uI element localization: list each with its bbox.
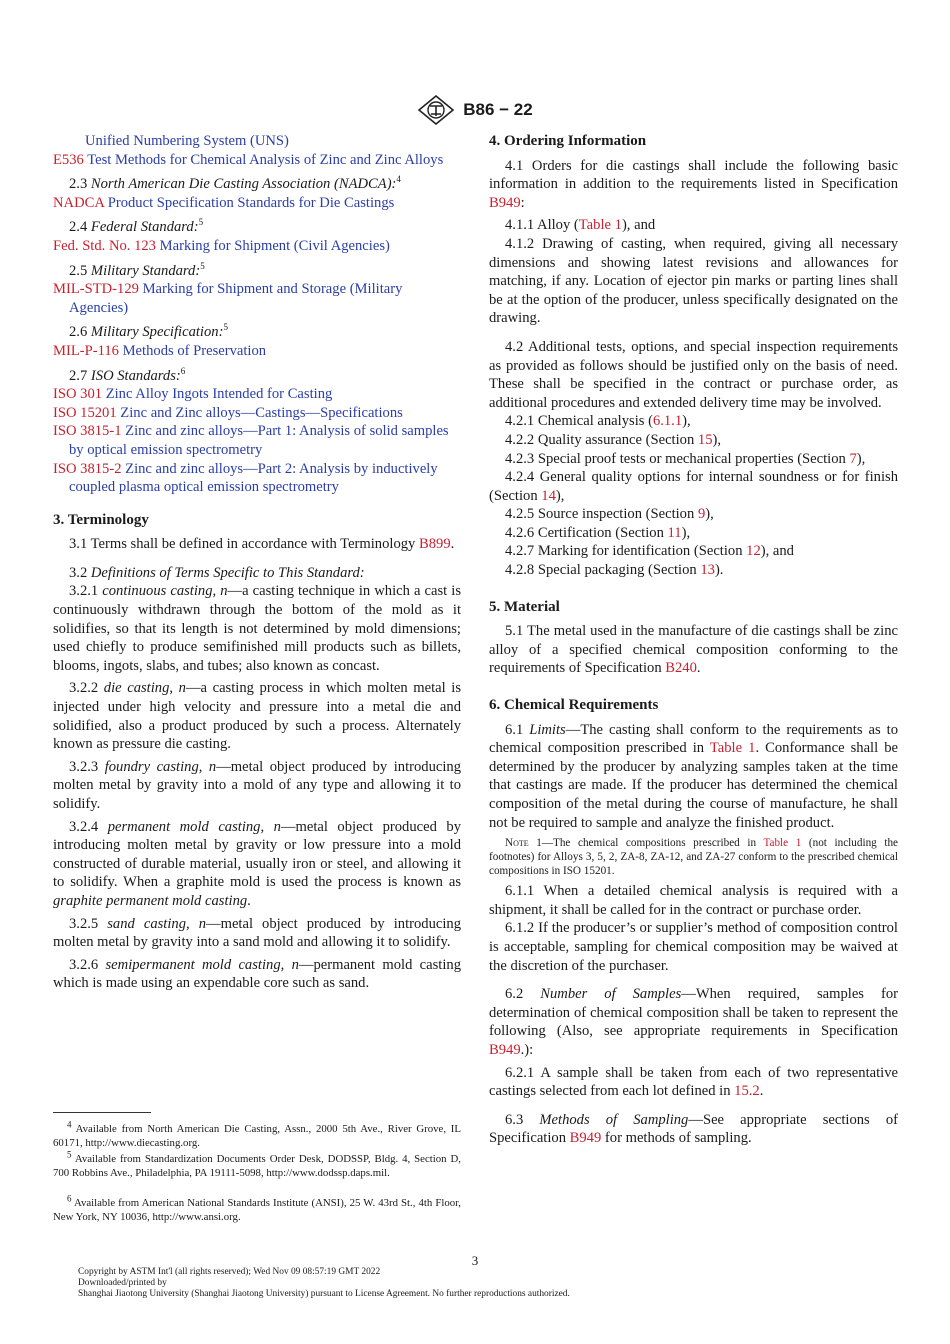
section-2-7: 2.7 ISO Standards:$^6$ [69, 365, 186, 384]
section-heading-chemical: 6. Chemical Requirements [489, 697, 659, 714]
paragraph-4-2: 4.2 Additional tests, options, and special inspection requirements as provided as follows should be justified only on the basis of need. These shall be specified in the contract or purchase order, as additional procedures and extended delivery time may be involved. [489, 338, 898, 411]
paragraph-3-2: 3.2 Definitions of Terms Specific to This Standard: [69, 564, 365, 581]
section-2-3: 2.3 North American Die Casting Association (NADCA):$^4$ [69, 174, 401, 193]
paragraph-6-1-1: 6.1.1 When a detailed chemical analysis is required with a shipment, it shall be called for in the contract or purchase order. [489, 883, 898, 918]
definition-3-2-2: 3.2.2 die casting, n—a casting process in which molten metal is injected under high velocity and pressure into a metal die and solidified, also a product produced by such a process. Alternately known as pressure die casting. [53, 680, 461, 753]
list-item: 4.2.6 Certification (Section 11), [505, 524, 691, 541]
definition-3-2-4: 3.2.4 permanent mold casting, n—metal object produced by introducing molten metal by gravity or low pressure into a mold constructed of durable material, usually iron or steel, and allowing it to solidify. When a graphite mold is used the process is known as graphite permanent mold casting. [53, 818, 461, 909]
section-heading-material: 5. Material [489, 598, 560, 615]
paragraph-6-1-2: 6.1.2 If the producer’s or supplier’s method of composition control is acceptable, sampling for chemical composition may be waived at the discretion of the purchaser. [489, 920, 898, 974]
paragraph-6-3: 6.3 Methods of Sampling—See appropriate sections of Specification B949 for methods of sampling. [489, 1111, 899, 1147]
astm-logo-icon [417, 95, 455, 125]
list-item: 4.2.3 Special proof tests or mechanical properties (Section 7), [505, 450, 866, 467]
section-2-4: 2.4 Federal Standard:$^5$ [69, 217, 204, 236]
paragraph-5-1: 5.1 The metal used in the manufacture of die castings shall be zinc alloy of a specified chemical composition conforming to the requirements of Specification B240. [489, 623, 898, 677]
list-item: 4.2.8 Special packaging (Section 13). [505, 562, 724, 579]
page-header [0, 95, 950, 125]
list-item: 4.2.5 Source inspection (Section 9), [505, 506, 714, 523]
list-item: 4.2.4 General quality options for internal soundness or for finish (Section 14), [489, 469, 898, 504]
section-2-6: 2.6 Military Specification:$^5$ [69, 322, 228, 341]
list-item: 4.2.7 Marking for identification (Section 12), and [505, 543, 794, 560]
reference-item [53, 132, 461, 151]
paragraph-6-1: 6.1 Limits—The casting shall conform to the requirements as to chemical composition prescribed in Table 1. Conformance shall be determined by the producer by analyzing samples taken at the time that castings are made. If the producer has determined the chemical composition of the metal during the course of manufacture, he shall not be required to sample and analyze the finished product. [489, 721, 898, 831]
paragraph-4-1-1: 4.1.1 Alloy (Table 1), and [505, 217, 656, 234]
reference-item: ISO 3815-1 Zinc and zinc alloys—Part 1: Analysis of solid samples by optical emission spectrometry [53, 423, 449, 458]
section-heading-terminology: 3. Terminology [53, 511, 149, 528]
paragraph-3-1: 3.1 Terms shall be defined in accordance with Terminology B899. [69, 536, 455, 553]
footnote-4: $^4$ Available from North American Die Casting, Assn., 2000 5th Ave., River Grove, IL 60171, http://www.diecasting.org. [53, 1119, 461, 1149]
reference-code[interactable]: E536 [53, 151, 84, 168]
license-line: Shanghai Jiaotong University (Shanghai Jiaotong University) pursuant to License Agreement. No further reproductions authorized. [78, 1289, 570, 1299]
reference-item: ISO 3815-2 Zinc and zinc alloys—Part 2: Analysis by inductively coupled plasma optical emission spectrometry [53, 460, 438, 496]
reference-item: MIL-P-116 Methods of Preservation [53, 342, 267, 359]
section-2-5: 2.5 Military Standard:$^5$ [69, 260, 205, 279]
paragraph-6-2: 6.2 Number of Samples—When required, samples for determination of chemical composition shall be taken to represent the following (Also, see appropriate requirements in Specification B949.): [489, 986, 898, 1058]
footnote-6: $^6$ Available from American National Standards Institute (ANSI), 25 W. 43rd St., 4th Floor, New York, NY 10036, http://www.ansi.org. [53, 1193, 461, 1223]
copyright-line: Copyright by ASTM Int'l (all rights reserved); Wed Nov 09 08:57:19 GMT 2022 [78, 1267, 381, 1277]
page-number: 3 [471, 1253, 479, 1268]
left-column [53, 132, 461, 997]
reference-item: MIL-STD-129 Marking for Shipment and Storage (Military Agencies) [53, 281, 403, 316]
reference-item: NADCA Product Specification Standards for Die Castings [53, 194, 395, 211]
paragraph-4-1-2: 4.1.2 Drawing of casting, when required, giving all necessary dimensions and showing latest revisions and allowances for matching, if any. Location of ejector pin marks or parting lines shall be at the option of the producer, unless specifically designated on the drawing. [489, 235, 898, 327]
definition-3-2-3: 3.2.3 foundry casting, n—metal object produced by introducing molten metal by gravity into a mold of any type and allowing it to solidify. [53, 758, 461, 812]
reference-item: ISO 15201 Zinc and Zinc alloys—Castings—Specifications [53, 404, 403, 421]
footnote-rule [53, 1112, 151, 1113]
reference-item [53, 151, 461, 170]
definition-3-2-6: 3.2.6 semipermanent mold casting, n—permanent mold casting which is made using an expendable core such as sand. [53, 956, 461, 992]
reference-title[interactable]: Unified Numbering System (UNS) [85, 133, 289, 149]
download-line: Downloaded/printed by [78, 1278, 167, 1288]
definition-3-2-1: 3.2.1 continuous casting, n—a casting technique in which a cast is continuously withdrawn through the bottom of the mold as it solidifies, so that its length is not determined by mold dimensions; used chiefly to produce semifinished mill products such as billets, blooms, ingots, slabs, and tubes; also known as concast. [53, 583, 462, 674]
list-item: 4.2.1 Chemical analysis (6.1.1), [505, 413, 691, 430]
list-item: 4.2.2 Quality assurance (Section 15), [505, 431, 722, 448]
standard-designation: B86 − 22 [463, 100, 533, 119]
reference-item: Fed. Std. No. 123 Marking for Shipment (Civil Agencies) [53, 237, 390, 254]
note-1: Note 1—The chemical compositions prescribed in Table 1 (not including the footnotes) for Alloys 3, 5, 2, ZA-8, ZA-12, and ZA-27 conform to the prescribed chemical compositions in ISO 15201. [489, 837, 899, 878]
reference-title[interactable]: Test Methods for Chemical Analysis of Zinc and Zinc Alloys [83, 151, 444, 168]
paragraph-4-1: 4.1 Orders for die castings shall include the following basic information in addition to the requirements listed in Specification B949: [489, 157, 898, 211]
reference-item: ISO 301 Zinc Alloy Ingots Intended for Casting [53, 386, 333, 403]
footnote-5: $^5$ Available from Standardization Documents Order Desk, DODSSP, Bldg. 4, Section D, 700 Robbins Ave., Philadelphia, PA 19111-5098, http://www.dodssp.daps.mil. [53, 1149, 461, 1179]
right-column [489, 132, 898, 1152]
definition-3-2-5: 3.2.5 sand casting, n—metal object produced by introducing molten metal by gravity into a sand mold and allowing it to solidify. [53, 915, 462, 951]
section-heading-ordering: 4. Ordering Information [489, 133, 647, 149]
paragraph-6-2-1: 6.2.1 A sample shall be taken from each of two representative castings selected from each lot defined in 15.2. [489, 1064, 898, 1100]
